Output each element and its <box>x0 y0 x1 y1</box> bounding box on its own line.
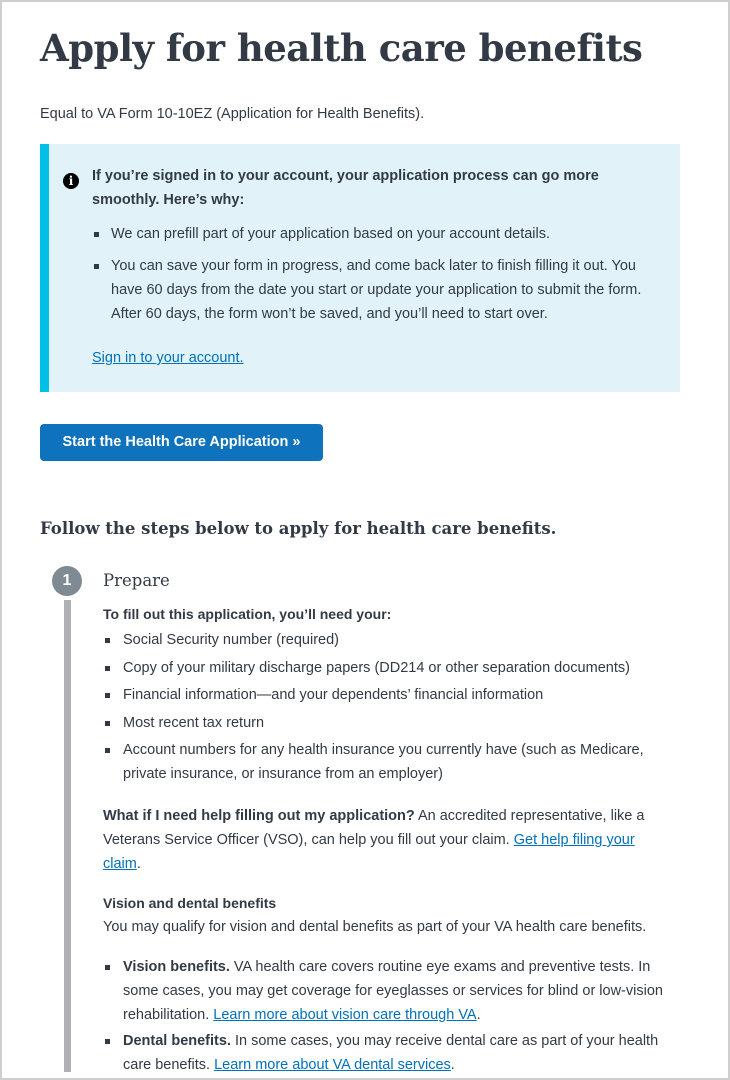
benefit-text: VA health care covers routine eye exams and preventive tests. In some cases, you may get coverage for eyeglasses or services for blind or low-vision rehabilitation. <box>123 959 663 1023</box>
requirement-item: Financial information—and your dependents’ financial information <box>103 683 673 707</box>
step-1-content <box>103 602 673 1079</box>
help-text: An accredited representative, like a Veterans Service Officer (VSO), can help you fill out your claim. <box>103 808 645 848</box>
steps-heading: Follow the steps below to apply for health care benefits. <box>40 519 557 538</box>
benefit-label: Dental benefits. <box>123 1033 231 1049</box>
page-title: Apply for health care benefits <box>40 26 643 70</box>
dental-services-link[interactable]: Learn more about VA dental services <box>214 1057 451 1073</box>
vision-dental-title: Vision and dental benefits <box>103 895 277 911</box>
benefits-list <box>103 955 673 1077</box>
benefit-item-dental <box>103 1029 673 1077</box>
form-intro: Equal to VA Form 10-10EZ (Application for Health Benefits). <box>40 106 425 122</box>
help-paragraph <box>103 804 673 876</box>
benefit-end: . <box>450 1057 455 1073</box>
requirement-item: Most recent tax return <box>103 711 673 735</box>
benefit-end: . <box>476 1007 481 1023</box>
help-question: What if I need help filling out my application? <box>103 808 415 824</box>
start-application-button[interactable]: Start the Health Care Application » <box>40 424 323 461</box>
benefit-label: Vision benefits. <box>123 959 230 975</box>
help-end: . <box>136 856 141 872</box>
alert-heading: If you’re signed in to your account, your application process can go more smoothly. Here’s why: <box>92 168 599 208</box>
alert-reason-item: You can save your form in progress, and come back later to finish filling it out. You have 60 days from the date you start or update your application to submit the form. After 60 days, the form won’t be saved, and you’ll need to start over. <box>92 254 667 326</box>
alert-reason-item: We can prefill part of your application based on your account details. <box>92 222 667 246</box>
benefit-item-vision <box>103 955 673 1027</box>
step-number-badge: 1 <box>52 566 82 596</box>
step-progress-line <box>64 600 71 1072</box>
vision-dental-text: You may qualify for vision and dental benefits as part of your VA health care benefits. <box>103 919 647 935</box>
benefit-text: In some cases, you may receive dental care as part of your health care benefits. <box>123 1033 659 1073</box>
requirement-item: Account numbers for any health insurance you currently have (such as Medicare, private insurance, or insurance from an employer) <box>103 738 673 786</box>
sign-in-info-alert <box>40 144 680 392</box>
requirements-lead: To fill out this application, you’ll need your: <box>103 606 392 622</box>
get-help-filing-link[interactable]: Get help filing your claim <box>103 832 635 872</box>
step-title: Prepare <box>103 571 170 590</box>
vision-care-link[interactable]: Learn more about vision care through VA <box>213 1007 477 1023</box>
sign-in-link[interactable]: Sign in to your account. <box>92 350 244 366</box>
alert-reasons-list <box>92 222 667 334</box>
requirement-item: Copy of your military discharge papers (DD214 or other separation documents) <box>103 656 673 680</box>
requirement-item: Social Security number (required) <box>103 628 673 652</box>
requirements-list <box>103 628 673 786</box>
info-circle-icon: i <box>63 173 79 189</box>
